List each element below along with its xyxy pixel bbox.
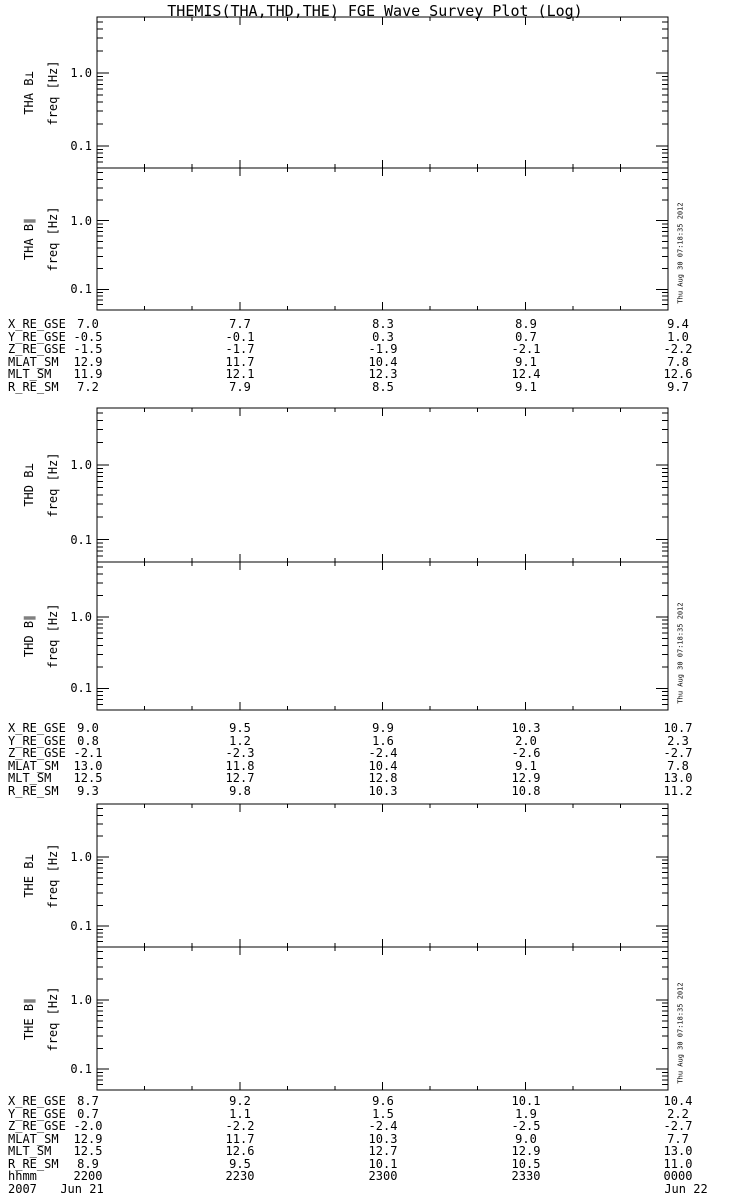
row-label: MLT_SM [8,771,52,785]
freq-tick-label: 1.0 [70,993,92,1008]
table-value: 10.4 [368,354,398,369]
table-value: 11.0 [663,1156,693,1171]
table-value: -2.4 [368,746,398,760]
table-value: 13.0 [663,771,693,785]
start-date-label: Jun 21 [60,1181,104,1196]
creation-timestamp: Thu Aug 30 07:18:35 2012 [676,602,685,704]
table-value: 12.4 [511,367,541,381]
row-label: X_RE_GSE [8,1094,66,1108]
table-value: 8.7 [77,1094,99,1108]
hhmm-value: 2230 [225,1169,255,1183]
table-value: -2.5 [511,1119,541,1133]
freq-tick-label: 0.1 [70,681,92,696]
table-value: 11.2 [663,783,693,798]
freq-tick-label: 0.1 [70,139,92,154]
panel-label-the-bpar: THE B∥ [22,997,36,1040]
table-value: 8.5 [372,379,394,394]
table-value: 10.7 [663,721,693,735]
table-value: 12.3 [368,367,398,381]
table-value: 10.1 [511,1094,541,1108]
freq-tick-label: 0.1 [70,1062,92,1077]
end-date-label: Jun 22 [664,1181,708,1196]
freq-axis-label: freq [Hz] [46,985,60,1052]
table-value: -2.2 [663,342,693,356]
table-value: -1.5 [73,342,103,356]
table-value: -2.1 [511,342,541,356]
table-value: 8.9 [77,1156,99,1171]
table-value: 7.7 [229,317,251,331]
freq-axis-label: freq [Hz] [46,452,60,518]
table-value: 7.8 [667,354,689,369]
table-value: 11.9 [73,367,103,381]
creation-timestamp: Thu Aug 30 07:18:35 2012 [676,202,685,304]
row-label: Z_RE_GSE [8,746,66,760]
table-value: 10.5 [511,1156,541,1171]
table-value: 7.0 [77,317,99,331]
table-value: 9.5 [229,1156,251,1171]
row-label: Z_RE_GSE [8,342,66,356]
table-value: 1.2 [229,733,251,748]
table-value: 1.1 [229,1106,251,1121]
table-value: 1.0 [667,329,689,344]
table-value: 12.5 [73,771,103,785]
plot-title: THEMIS(THA,THD,THE) FGE Wave Survey Plot (Log) [167,2,583,20]
table-value: 7.8 [667,758,689,773]
table-value: 12.5 [73,1144,103,1158]
table-value: 9.1 [515,758,537,773]
table-value: 11.7 [225,354,255,369]
table-value: -2.6 [511,746,541,760]
time-axis-row [0,1170,750,1183]
table-value: 8.3 [372,317,394,331]
table-value: 10.8 [511,783,541,798]
table-value: 12.1 [225,367,255,381]
table-value: 1.6 [372,733,394,748]
table-value: 0.3 [372,329,394,344]
table-value: -1.7 [225,342,255,356]
row-label: X_RE_GSE [8,317,66,331]
hhmm-value: 2200 [73,1169,103,1183]
table-value: 9.3 [77,783,99,798]
table-value: 10.4 [368,758,398,773]
table-value: 7.7 [667,1131,689,1146]
panel-label-thd-bperp: THD B⊥ [22,463,36,507]
table-value: 1.9 [515,1106,537,1121]
table-value: 1.5 [372,1106,394,1121]
table-value: 2.2 [667,1106,689,1121]
hhmm-value: 0000 [663,1169,693,1183]
table-value: 11.7 [225,1131,255,1146]
table-value: 9.1 [515,354,537,369]
table-value: 12.9 [511,771,541,785]
table-value: 8.9 [515,317,537,331]
panel-label-the-bperp: THE B⊥ [22,853,36,898]
row-label: MLAT_SM [8,758,59,773]
table-value: 9.6 [372,1094,394,1108]
table-value: -0.1 [225,329,255,344]
row-label: MLAT_SM [8,354,59,369]
date-row [0,1183,750,1196]
row-label: MLT_SM [8,1144,52,1158]
table-value: 7.2 [77,379,99,394]
table-value: 9.2 [229,1094,251,1108]
table-value: 10.3 [511,721,541,735]
table-value: 9.0 [77,721,99,735]
table-value: -2.7 [663,746,693,760]
table-value: 0.7 [515,329,537,344]
freq-tick-label: 1.0 [70,609,92,624]
table-row [0,785,750,798]
table-value: 10.4 [663,1094,693,1108]
freq-tick-label: 0.1 [70,282,92,297]
table-value: -0.5 [73,329,103,344]
creation-timestamp: Thu Aug 30 07:18:35 2012 [676,982,685,1084]
table-value: 9.0 [515,1131,537,1146]
table-value: 2.3 [667,733,689,748]
row-label: Y_RE_GSE [8,733,66,748]
hhmm-label: hhmm [8,1169,37,1183]
table-value: 12.7 [225,771,255,785]
table-value: 12.6 [225,1144,255,1158]
table-value: 9.7 [667,379,689,394]
year-label: 2007 [8,1181,37,1196]
freq-tick-label: 1.0 [70,850,92,865]
table-value: 13.0 [73,758,103,773]
freq-axis-label: freq [Hz] [46,842,60,909]
table-value: 2.0 [515,733,537,748]
freq-axis-label: freq [Hz] [46,59,60,126]
row-label: MLAT_SM [8,1131,59,1146]
table-value: -2.7 [663,1119,693,1133]
table-row [0,381,750,394]
hhmm-value: 2300 [368,1169,398,1183]
freq-tick-label: 1.0 [70,66,92,80]
row-label: Y_RE_GSE [8,329,66,344]
table-value: 0.7 [77,1106,99,1121]
freq-axis-label: freq [Hz] [46,603,60,669]
row-label: X_RE_GSE [8,721,66,735]
table-value: -2.2 [225,1119,255,1133]
table-value: 10.3 [368,783,398,798]
row-label: R_RE_SM [8,379,59,394]
freq-tick-label: 0.1 [70,919,92,934]
table-value: 12.6 [663,367,693,381]
table-value: -2.0 [73,1119,103,1133]
table-value: 12.8 [368,771,398,785]
table-value: -2.1 [73,746,103,760]
panel-label-thd-bpar: THD B∥ [22,614,36,658]
freq-tick-label: 1.0 [70,213,92,228]
freq-axis-label: freq [Hz] [46,206,60,272]
table-value: 9.1 [515,379,537,394]
table-value: 10.1 [368,1156,398,1171]
table-value: 10.3 [368,1131,398,1146]
row-label: Y_RE_GSE [8,1106,66,1121]
table-value: 12.7 [368,1144,398,1158]
row-label: MLT_SM [8,367,52,381]
table-value: -2.4 [368,1119,398,1133]
row-label: R_RE_SM [8,783,59,798]
table-value: 9.5 [229,721,251,735]
row-label: Z_RE_GSE [8,1119,66,1133]
panel-label-tha-bpar: THA B∥ [22,217,36,261]
table-value: 12.9 [73,1131,103,1146]
table-value: 12.9 [511,1144,541,1158]
table-value: 11.8 [225,758,255,773]
table-value: 0.8 [77,733,99,748]
table-value: -2.3 [225,746,255,760]
panel-label-tha-bperp: THA B⊥ [22,70,36,115]
table-value: 9.9 [372,721,394,735]
table-value: -1.9 [368,342,398,356]
table-value: 12.9 [73,354,103,369]
table-value: 9.8 [229,783,251,798]
freq-tick-label: 0.1 [70,532,92,547]
table-value: 9.4 [667,317,689,331]
hhmm-value: 2330 [511,1169,541,1183]
table-value: 13.0 [663,1144,693,1158]
freq-tick-label: 1.0 [70,458,92,473]
table-value: 7.9 [229,379,251,394]
row-label: R_RE_SM [8,1156,59,1171]
